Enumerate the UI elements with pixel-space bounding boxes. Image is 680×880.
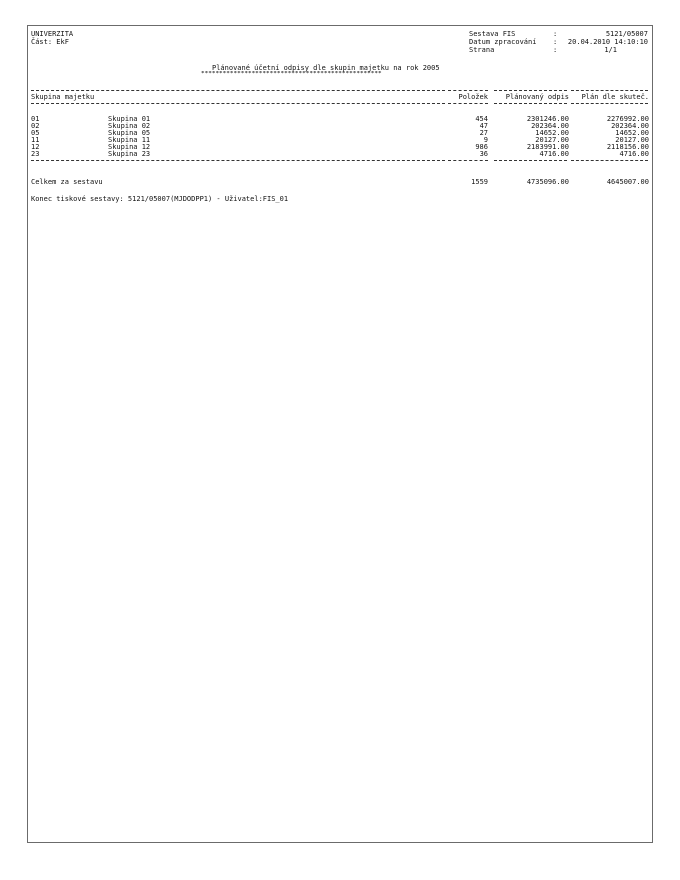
rule: [31, 160, 445, 161]
row-count: 986: [475, 143, 488, 151]
row-actual: 2118156.00: [606, 143, 649, 151]
date-label: Datum zpracování: [469, 38, 537, 46]
row-actual: 202364.00: [611, 122, 649, 130]
row-planned: 20127.00: [535, 136, 569, 144]
row-planned: 2301246.00: [526, 115, 569, 123]
col-header-count: Položek: [458, 93, 488, 101]
row-count: 27: [479, 129, 488, 137]
row-actual: 14652.00: [615, 129, 649, 137]
total-count: 1559: [471, 178, 488, 186]
row-name: Skupina 01: [108, 115, 151, 123]
rule: [31, 90, 445, 91]
row-code: 11: [31, 136, 40, 144]
total-label: Celkem za sestavu: [31, 178, 103, 186]
row-name: Skupina 23: [108, 150, 151, 158]
report-page: [27, 25, 653, 843]
report-colon: :: [553, 30, 558, 38]
report-id: 5121/05007: [605, 30, 648, 38]
total-actual: 4645007.00: [606, 178, 649, 186]
date-colon: :: [553, 38, 558, 46]
report-title: Plánované účetní odpisy dle skupin majetku na rok 2005: [212, 64, 440, 72]
row-name: Skupina 11: [108, 136, 151, 144]
col-header-actual: Plán dle skuteč.: [581, 93, 649, 101]
row-count: 47: [479, 122, 488, 130]
row-name: Skupina 02: [108, 122, 151, 130]
rule: [31, 103, 445, 104]
total-planned: 4735096.00: [526, 178, 569, 186]
rule: [494, 103, 567, 104]
report-label: Sestava FIS: [469, 30, 516, 38]
row-planned: 4716.00: [539, 150, 569, 158]
page-colon: :: [553, 46, 558, 54]
page-label: Strana: [469, 46, 495, 54]
title-underline: **************************************************: [201, 71, 382, 77]
row-planned: 14652.00: [535, 129, 569, 137]
rule: [571, 90, 648, 91]
rule: [494, 90, 567, 91]
row-count: 36: [479, 150, 488, 158]
rule: [494, 160, 567, 161]
row-actual: 4716.00: [619, 150, 649, 158]
row-code: 12: [31, 143, 40, 151]
col-header-group: Skupina majetku: [31, 93, 95, 101]
processing-date: 20.04.2010 14:10:10: [567, 38, 648, 46]
page-number: 1/1: [604, 46, 617, 54]
rule: [571, 160, 648, 161]
org-name: UNIVERZITA: [31, 30, 74, 38]
row-code: 05: [31, 129, 40, 137]
row-name: Skupina 05: [108, 129, 151, 137]
row-count: 454: [475, 115, 488, 123]
rule: [448, 90, 488, 91]
row-code: 01: [31, 115, 40, 123]
rule: [448, 160, 488, 161]
row-actual: 20127.00: [615, 136, 649, 144]
rule: [571, 103, 648, 104]
row-planned: 202364.00: [531, 122, 569, 130]
row-count: 9: [483, 136, 488, 144]
row-code: 23: [31, 150, 40, 158]
org-part: Část: EkF: [31, 38, 69, 46]
row-planned: 2183991.00: [526, 143, 569, 151]
row-code: 02: [31, 122, 40, 130]
rule: [448, 103, 488, 104]
row-name: Skupina 12: [108, 143, 151, 151]
report-end-note: Konec tiskové sestavy: 5121/05007(MJDODPP1) - Uživatel:FIS_01: [31, 195, 289, 203]
row-actual: 2276992.00: [606, 115, 649, 123]
col-header-planned: Plánovaný odpis: [505, 93, 569, 101]
